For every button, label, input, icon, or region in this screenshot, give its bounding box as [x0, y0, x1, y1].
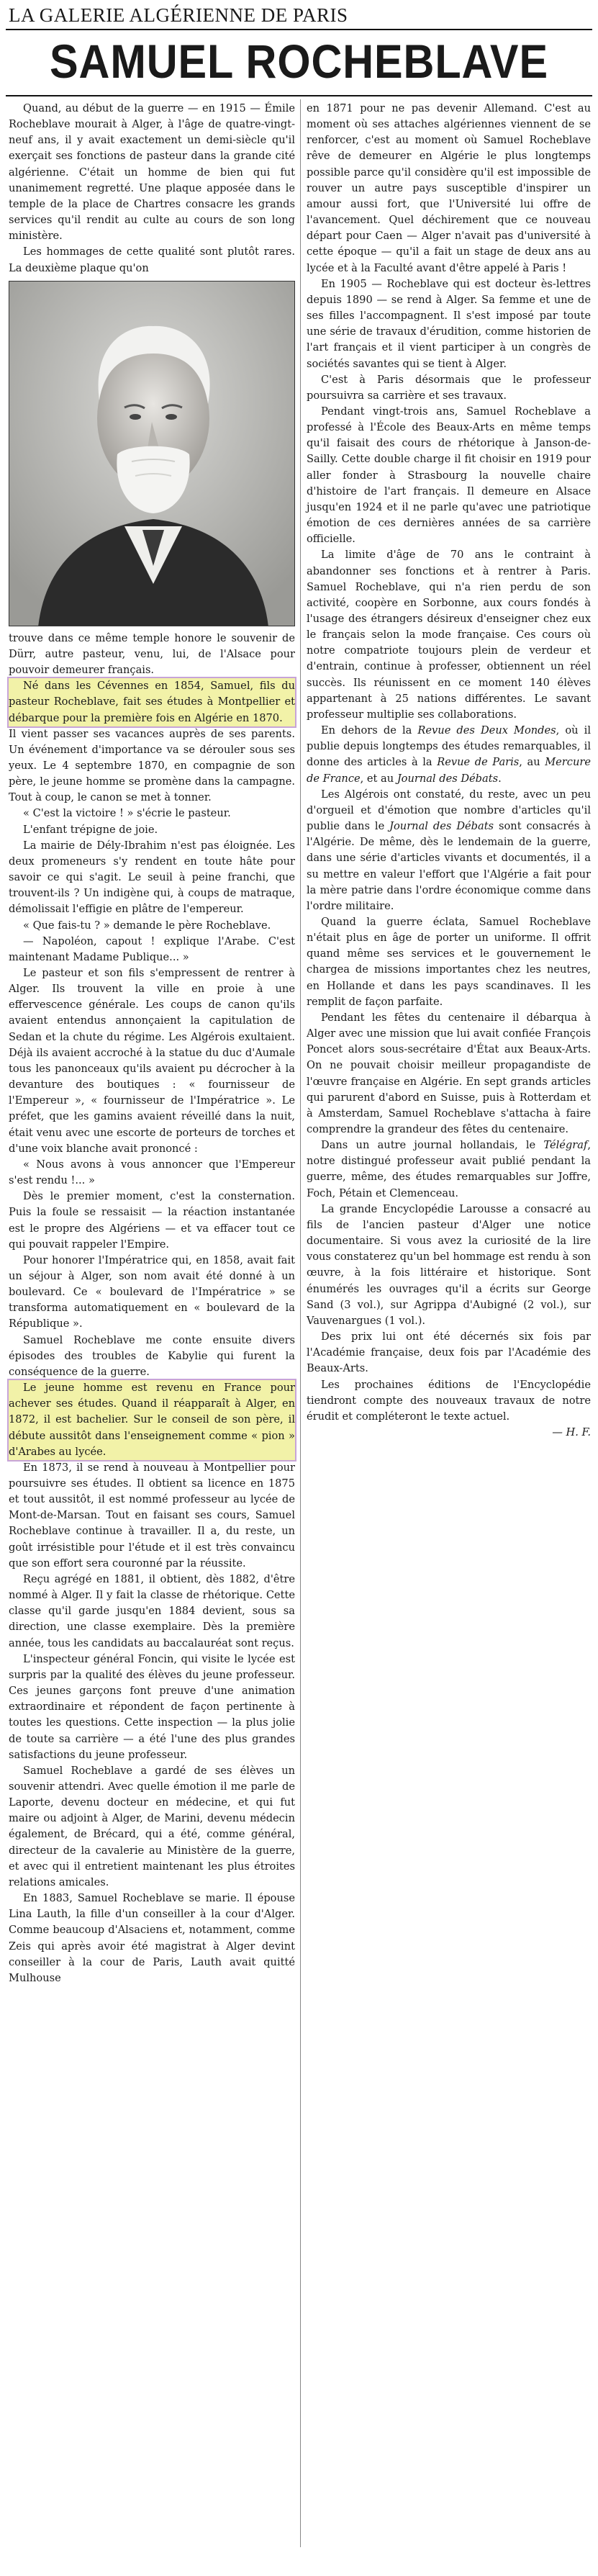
paragraph: Les prochaines éditions de l'Encyclopédie tiendront compte des nouveaux travaux de notre érudit et compléteront le texte actuel.	[307, 1378, 591, 1423]
publication-title: Journal des Débats	[397, 772, 499, 785]
paragraph: « C'est la victoire ! » s'écrie le pasteur.	[23, 807, 231, 820]
highlighted-paragraph: Le jeune homme est revenu en France pour achever ses études. Quand il réapparaît à Alger, en 1872, il est bachelier. Sur le conseil de son père, il débute aussitôt dans l'enseignement comme « pion » d'Arabes au lycée.	[9, 1380, 295, 1460]
paragraph: Samuel Rocheblave a gardé de ses élèves un souvenir attendri. Avec quelle émotion il me parle de Laporte, devenu docteur en médecine, et qui fut maire ou adjoint à Alger, de Marini, devenu médecin également, de Brécard, qui a été, comme général, directeur de la cavalerie au Ministère de la guerre, et avec qui il entretient maintenant les plus étroites relations amicales.	[9, 1764, 295, 1888]
article-column-right	[307, 101, 591, 1441]
publication-title: Revue de Paris	[437, 756, 520, 769]
paragraph: Quand, au début de la guerre — en 1915 — Émile Rocheblave mourait à Alger, à l'âge de quatre-vingt-neuf ans, il y avait exactement un demi-siècle qu'il exerçait ses fonctions de pasteur dans la grande cité algérienne. C'était un homme de bien qui fut unanimement regretté. Une plaque apposée dans le temple de la place de Chartres consacre les grands services qu'il rendit au culte au cours de son long ministère.	[9, 102, 295, 243]
paragraph	[307, 787, 591, 914]
running-head: LA GALERIE ALGÉRIENNE DE PARIS	[9, 4, 348, 26]
paragraph	[307, 1138, 591, 1202]
paragraph: Pendant les fêtes du centenaire il débarqua à Alger avec une mission que lui avait confiée François Poncet alors sous-secrétaire d'État aux Beaux-Arts. On ne pouvait choisir meilleur propagandiste de l'œuvre française en Algérie. En sept grands articles qui parurent d'abord en Suisse, puis à Rotterdam et à Amsterdam, Samuel Rocheblave s'attacha à faire comprendre la grandeur des fêtes du centenaire.	[307, 1011, 591, 1135]
paragraph: La limite d'âge de 70 ans le contraint à abandonner ses fonctions et à rentrer à Paris. Samuel Rocheblave, qui n'a rien perdu de son activité, coopère en Sorbonne, aux cours fondés à l'usage des étrangers désireux d'enseigner chez eux le français selon la mode française. Ces cours où notre compatriote toujours plein de verdeur et d'entrain, continue à professer, obtiennent un réel succès. Ils réunissent en ce moment 140 élèves appartenant à 25 nations différentes. Le savant professeur multiplie ses collaborations.	[307, 549, 591, 721]
paragraph: En 1883, Samuel Rocheblave se marie. Il épouse Lina Lauth, la fille d'un conseiller à la cour d'Alger. Comme beaucoup d'Alsaciens et, notamment, comme Zeis qui après avoir été magistrat à Alger devint conseiller à la cour de Paris, Lauth avait quitté Mulhouse	[9, 1892, 295, 1984]
paragraph: Pour honorer l'Impératrice qui, en 1858, avait fait un séjour à Alger, son nom avait été donné à un boulevard. Ce « boulevard de l'Impératrice » se transforma automatiquement en « boulevard de la République ».	[9, 1253, 295, 1330]
text-run: , et au	[360, 772, 397, 785]
publication-title: Télégraf	[543, 1139, 588, 1152]
portrait-illustration	[9, 282, 295, 626]
page-title: SAMUEL ROCHEBLAVE	[50, 35, 548, 88]
paragraph: Il vient passer ses vacances auprès de ses parents. Un événement d'importance va se dérouler sous ses yeux. Le 4 septembre 1870, en compagnie de son père, le jeune homme se promène dans la campagne. Tout à coup, le canon se met à tonner.	[9, 727, 295, 804]
text-run: En dehors de la	[321, 724, 418, 737]
portrait-photo	[9, 281, 295, 626]
paragraph: L'enfant trépigne de joie.	[23, 823, 158, 836]
paragraph: Reçu agrégé en 1881, il obtient, dès 1882, d'être nommé à Alger. Il y fait la classe de rhétorique. Cette classe qu'il garde jusqu'en 1884 devient, sous sa direction, une classe exemplaire. Dès la première année, tous les candidats au baccalauréat sont reçus.	[9, 1572, 295, 1649]
paragraph: Samuel Rocheblave me conte ensuite divers épisodes des troubles de Kabylie qui furent la conséquence de la guerre.	[9, 1333, 295, 1378]
paragraph: Des prix lui ont été décernés six fois par l'Académie française, deux fois par l'Académie des Beaux-Arts.	[307, 1330, 591, 1375]
paragraph: L'inspecteur général Foncin, qui visite le lycée est surpris par la qualité des élèves du jeune professeur. Ces jeunes garçons font preuve d'une animation extraordinaire et répondent de façon pertinente à toutes les questions. Cette inspection — la plus jolie de toute sa carrière — a été l'une des plus grandes satisfactions du jeune professeur.	[9, 1652, 295, 1761]
text-run: , notre distingué professeur avait publié pendant la guerre, même, des études remarquables sur Joffre, Foch, Pétain et Clemenceau.	[307, 1139, 591, 1199]
column-divider	[300, 99, 301, 2547]
paragraph: Pendant vingt-trois ans, Samuel Rocheblave a professé à l'École des Beaux-Arts en même temps qu'il faisait des cours de rhétorique à Janson-de-Sailly. Cette double charge il fit choisir en 1919 pour aller fonder à Strasbourg la nouvelle chaire d'histoire de l'art français. Il demeure en Alsace jusqu'en 1924 et il ne parle qu'avec une patriotique émotion de ces dernières années de sa carrière officielle.	[307, 405, 591, 546]
text-run: Les Algérois ont constaté, du reste, avec un peu d'orgueil et d'émotion que nombre d'articles qu'il publie dans le	[307, 788, 591, 833]
highlighted-paragraph: Né dans les Cévennes en 1854, Samuel, fils du pasteur Rocheblave, fait ses études à Montpellier et débarque pour la première fois en Algérie en 1870.	[9, 678, 295, 726]
text-run: .	[498, 772, 502, 785]
paragraph: Les hommages de cette qualité sont plutôt rares. La deuxième plaque qu'on	[9, 246, 295, 274]
text-run: Dans un autre journal hollandais, le	[321, 1139, 544, 1152]
paragraph: En 1905 — Rocheblave qui est docteur ès-lettres depuis 1890 — se rend à Alger. Sa femme et une de ses filles l'accompagnent. Il s'est imposé par toute une série de travaux d'érudition, comme historien de l'art français et il vient participer à un congrès de sociétés savantes qui se tient à Alger.	[307, 277, 591, 370]
paragraph: La mairie de Dély-Ibrahim n'est pas éloignée. Les deux promeneurs s'y rendent en toute hâte pour savoir ce qui s'agit. Le seuil à peine franchi, que trouvent-ils ? Un indigène qui, à coups de matraque, démolissait l'effigie en plâtre de l'empereur.	[9, 839, 295, 916]
paragraph: — Napoléon, capout ! explique l'Arabe. C'est maintenant Madame Publique... »	[9, 935, 295, 963]
paragraph: trouve dans ce même temple honore le souvenir de Dürr, autre pasteur, venu, lui, de l'Alsace pour pouvoir demeurer français.	[9, 631, 295, 677]
paragraph: La grande Encyclopédie Larousse a consacré au fils de l'ancien pasteur d'Alger une notice documentaire. Si vous avez la curiosité de la lire vous constaterez qu'un bel hommage est rendu à son œuvre, à la fois littéraire et historique. Sont énumérés les ouvrages qu'il a écrits sur George Sand (3 vol.), sur Agrippa d'Aubigné (2 vol.), sur Vauvenargues (1 vol.).	[307, 1202, 591, 1327]
publication-title: Journal des Débats	[389, 820, 494, 833]
header-rule-bottom	[6, 95, 592, 96]
paragraph	[307, 723, 591, 787]
text-run: , où il publie depuis longtemps des études remarquables, il donne des articles à la	[307, 724, 592, 769]
paragraph: « Que fais-tu ? » demande le père Rocheblave.	[23, 919, 271, 932]
text-run: sont consacrés à l'Algérie. De même, dès le lendemain de la guerre, dans une série d'articles vivants et documentés, il a su mettre en valeur l'effort que l'Algérie a fait pour la mère patrie dans l'ordre économique comme dans l'ordre militaire.	[307, 820, 591, 912]
paragraph: Dès le premier moment, c'est la consternation. Puis la foule se ressaisit — la réaction instantanée est le propre des Algériens — et va effacer tout ce qui pouvait rappeler l'Empire.	[9, 1190, 295, 1251]
paragraph: Quand la guerre éclata, Samuel Rocheblave n'était plus en âge de porter un uniforme. Il offrit quand même ses services et le gouvernement le chargea de missions importantes chez les neutres, en Hollande et dans les pays scandinaves. Il les remplit de façon parfaite.	[307, 915, 591, 1008]
text-run: , au	[519, 756, 545, 769]
paragraph: Le pasteur et son fils s'empressent de rentrer à Alger. Ils trouvent la ville en proie à une effervescence générale. Les coups de canon qu'ils avaient entendus annonçaient la capitulation de Sedan et la chute du régime. Les Algérois exultaient. Déjà ils avaient accroché à la statue du duc d'Aumale tous les panonceaux qu'ils avaient pu décrocher à la devanture des boutiques : « fournisseur de l'Empereur », « fournisseur de l'Impératrice ». Le préfet, que les gamins avaient réveillé dans la nuit, était venu avec une escorte de porteurs de torches et d'une voix blanche avait prononcé :	[9, 967, 295, 1155]
paragraph: « Nous avons à vous annoncer que l'Empereur s'est rendu !... »	[9, 1158, 295, 1187]
article-column-left	[9, 101, 295, 1986]
paragraph: En 1873, il se rend à nouveau à Montpellier pour poursuivre ses études. Il obtient sa licence en 1875 et tout aussitôt, il est nommé professeur au lycée de Mont-de-Marsan. Tout en faisant ses cours, Samuel Rocheblave continue à travailler. Il a, du reste, un goût irrésistible pour l'étude et il est très convaincu que son effort sera couronné par la réussite.	[9, 1461, 295, 1570]
author-signature: — H. F.	[552, 1426, 591, 1438]
paragraph: C'est à Paris désormais que le professeur poursuivra sa carrière et ses travaux.	[307, 373, 591, 402]
paragraph: en 1871 pour ne pas devenir Allemand. C'est au moment où ses attaches algériennes viennent de se renforcer, c'est au moment où Samuel Rocheblave rêve de demeurer en Algérie le plus longtemps possible parce qu'il considère qu'il est impossible de rouver un autre pays susceptible d'inspirer un amour aussi fort, que l'Université lui offre de l'avancement. Quel déchirement que ce nouveau départ pour Caen — Alger n'avait pas d'université à cette époque — qu'il a fait un stage de deux ans au lycée et à la Faculté avant d'être appelé à Paris !	[307, 102, 591, 274]
publication-title: Mercure de France	[307, 756, 591, 785]
publication-title: Revue des Deux Mondes	[417, 724, 556, 737]
